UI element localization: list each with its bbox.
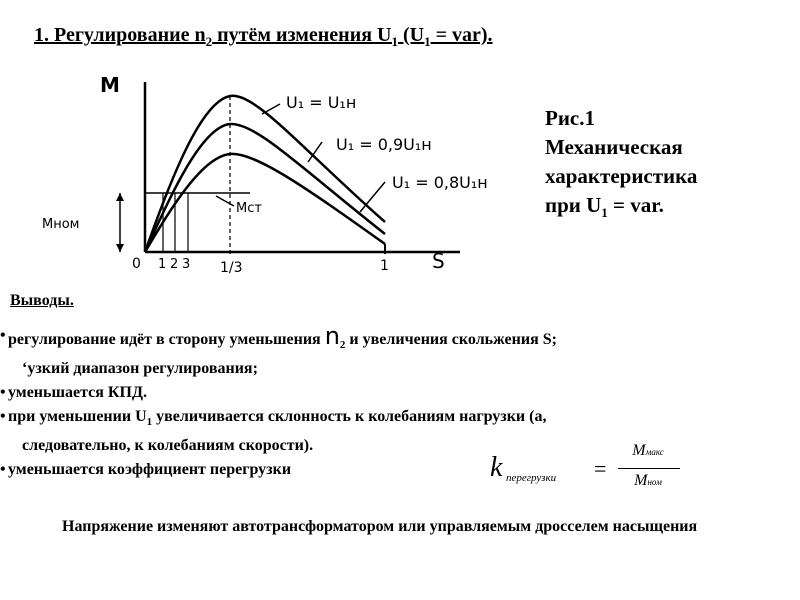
m-nom-label: Mном [42,217,80,232]
figure-caption [545,104,697,227]
formula-numerator: Mмакс [632,442,664,459]
caption-line-2: Механическая [545,135,683,159]
m-axis-label: M [100,73,120,97]
tick-3: 3 [182,257,191,272]
conclusions-heading: Выводы. [10,292,74,309]
leader-08 [360,182,385,212]
formula-k-subscript: перегрузки [506,472,557,484]
m-nom-arrow-up [116,193,124,201]
caption-line-4: при $U_1$ = var. [545,193,664,221]
curve-label-nominal: U₁ = U₁н [286,93,357,112]
list-item: следовательно, к колебаниям скорости). [22,437,314,455]
list-item: • при уменьшении $U_1$ увеличивается склонность к колебаниям нагрузки (а, [0,405,790,434]
leader-nominal [262,104,280,114]
tick-0: 0 [132,256,141,272]
s-axis-label: S [432,249,445,273]
formula-equals: = [594,456,607,481]
curve-label-08: U₁ = 0,8U₁н [392,173,488,192]
tick-2: 2 [170,257,179,272]
tick-third: 1/3 [220,260,243,276]
overload-factor-formula [490,442,690,502]
formula-fraction-line [618,468,680,469]
slide-title: 1. Регулирование $n_2$ путём изменения $U_1$ $(U_1 = var)$. [34,24,493,49]
m-st-label: Mст [236,201,262,216]
tick-one: 1 [380,258,389,274]
formula-denominator: Mном [634,472,662,489]
caption-line-3: характеристика [545,164,698,188]
list-item: ‘узкий диапазон регулирования; [22,360,258,378]
curve-u1-nominal [145,96,385,252]
list-item: • регулирование идёт в сторону уменьшения $n_2$ и увеличения скольжения S; [0,324,790,357]
mechanical-characteristic-figure [40,72,520,282]
curve-u1-08 [145,154,385,252]
curve-label-09: U₁ = 0,9U₁н [336,135,432,154]
list-item: • уменьшается коэффициент перегрузки [0,458,790,482]
m-nom-arrow-down [116,244,124,252]
formula-k: k [490,452,503,483]
m-st-leader [216,196,234,206]
caption-line-1: Рис.1 [545,106,595,130]
tick-1: 1 [158,257,167,272]
list-item: • уменьшается КПД. [0,381,790,405]
final-note: Напряжение изменяют автотрансформатором или управляемым дросселем насыщения [62,518,698,535]
